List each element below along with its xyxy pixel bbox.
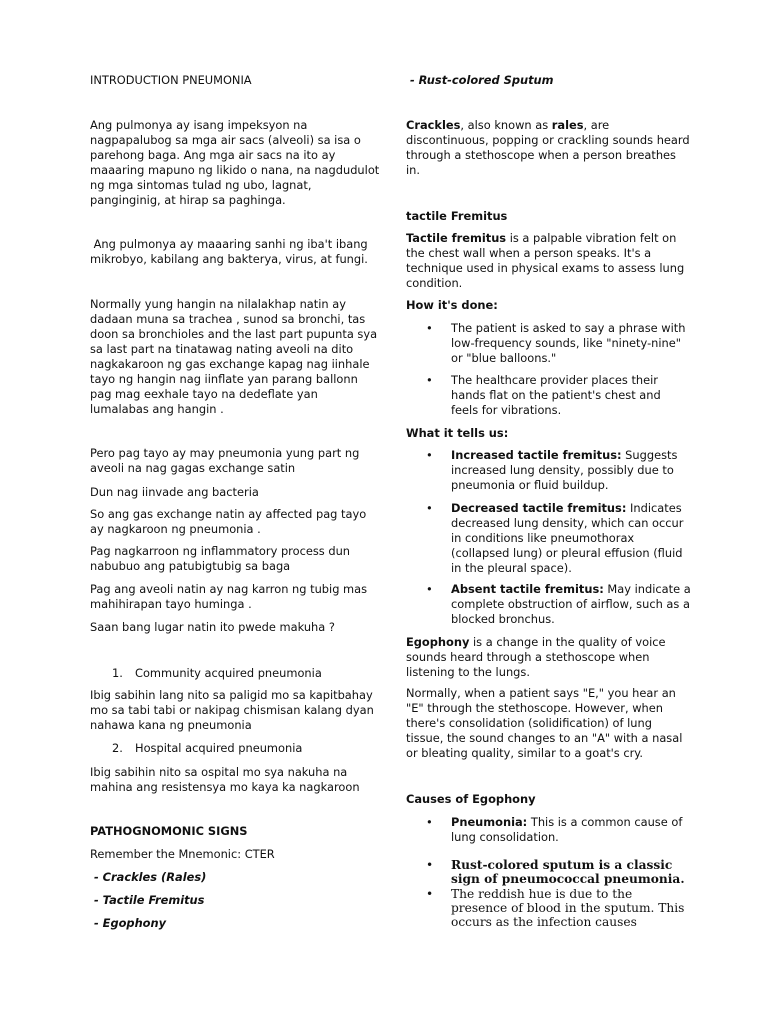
paragraph-gas-exchange: So ang gas exchange natin ay affected pag tayo ay nagkaroon ng pneumonia . — [90, 507, 367, 536]
paragraph-pneumonia-aveoli: Pero pag tayo ay may pneumonia yung part ng aveoli na nag gagas exchange satin — [90, 446, 360, 475]
mnemonic-line: Remember the Mnemonic: CTER — [90, 847, 275, 861]
list-item-head: Increased tactile fremitus: — [451, 448, 622, 462]
tactile-fremitus-title: tactile Fremitus — [406, 209, 508, 223]
list-item — [406, 321, 691, 366]
text-fragment: , also known as — [460, 118, 552, 132]
list-item-text: Rust-colored sputum is a classic sign of pneumococcal pneumonia. — [451, 858, 685, 886]
term-egophony: Egophony — [406, 635, 470, 649]
paragraph-airflow: Normally yung hangin na nilalakhap natin ay dadaan muna sa trachea , sunod sa bronchi, tas doon sa bronchioles and the last part pupunta sya sa last part na tinatawag nating aveoli na dito nagkakaroon ng gas exchange kapag nag iinhale tayo ng hangin nag iinflate yan parang ballonn pag mag eexhale tayo na dedeflate yan lumalabas ang hangin . — [90, 297, 378, 416]
list-item-text — [451, 501, 691, 576]
list-item-head: Pneumonia: — [451, 815, 528, 829]
paragraph-definition: Ang pulmonya ay isang impeksyon na nagpapalubog sa mga air sacs (alveoli) sa isa o parehong baga. Ang mga air sacs na ito ay maaaring mapuno ng likido o nana, na nagdudulot ng mga sintomas tulad ng ubo, lagnat, panginginig, at hirap sa paghinga. — [90, 118, 380, 207]
how-title: How it's done: — [406, 298, 498, 312]
mnemonic-tactile: - Tactile Fremitus — [90, 893, 205, 907]
list-item-head: Decreased tactile fremitus: — [451, 501, 627, 515]
text-fragment: Suggests increased lung density, possibly due to pneumonia or fluid buildup. — [451, 448, 678, 492]
text-fragment: This is a common cause of lung consolidation. — [451, 815, 683, 844]
list-item-text — [451, 448, 691, 493]
what-title: What it tells us: — [406, 426, 509, 440]
paragraph-causes: Ang pulmonya ay maaaring sanhi ng iba't ibang mikrobyo, kabilang ang bakterya, virus, at fungi. — [90, 237, 372, 266]
paragraph-crackles — [406, 118, 691, 178]
paragraph-bacteria: Dun nag iinvade ang bacteria — [90, 485, 259, 499]
list-item — [406, 582, 691, 627]
list-item-text: The patient is asked to say a phrase with low-frequency sounds, like "ninety-nine" or "blue balloons." — [451, 321, 686, 365]
list-item-head: Absent tactile fremitus: — [451, 582, 604, 596]
paragraph-question: Saan bang lugar natin ito pwede makuha ? — [90, 620, 335, 634]
term-tactile-fremitus: Tactile fremitus — [406, 231, 507, 245]
paragraph-community: Ibig sabihin lang nito sa paligid mo sa kapitbahay mo sa tabi tabi or nakipag chismisan kalang dyan nahawa kana ng pneumonia — [90, 688, 374, 732]
term-rales: rales — [551, 118, 584, 132]
bullet-icon: • — [426, 373, 433, 387]
paragraph-hospital: Ibig sabihin nito sa ospital mo sya nakuha na mahina ang resistensya mo kaya ka nagkaroon — [90, 765, 360, 794]
bullet-icon: • — [426, 582, 433, 596]
list-item-text: The reddish hue is due to the presence of blood in the sputum. This occurs as the infection causes — [451, 887, 685, 929]
bullet-icon: • — [426, 501, 433, 515]
signs-title: PATHOGNOMONIC SIGNS — [90, 824, 248, 838]
intro-title: INTRODUCTION PNEUMONIA — [90, 73, 252, 87]
text-fragment: is a palpable vibration felt on the chest wall when a person speaks. It's a technique used in physical exams to assess lung condition. — [406, 231, 685, 290]
list-item — [406, 448, 691, 493]
list-item-text: The healthcare provider places their hands flat on the patient's chest and feels for vibrations. — [451, 373, 661, 417]
list-item — [406, 815, 691, 845]
list-number: 1. — [112, 666, 123, 680]
paragraph-egophony — [406, 635, 691, 680]
bullet-icon: • — [426, 887, 434, 901]
text-fragment: , are discontinuous, popping or crackling sounds heard through a stethoscope when a person breathes in. — [406, 118, 690, 177]
paragraph-egophony-detail: Normally, when a patient says "E," you hear an "E" through the stethoscope. However, when there's consolidation (solidification) of lung tissue, the sound changes to an "A" with a nasal or bleating quality, similar to a goat's cry. — [406, 686, 683, 760]
list-item — [406, 373, 691, 418]
paragraph-tactile-fremitus — [406, 231, 691, 291]
list-label: Community acquired pneumonia — [135, 666, 322, 680]
bullet-icon: • — [426, 448, 433, 462]
text-fragment: Indicates decreased lung density, which can occur in conditions like pneumothorax (collapsed lung) or pleural effusion (fluid in the pleural space). — [451, 501, 684, 575]
term-crackles: Crackles — [406, 118, 461, 132]
list-item — [406, 858, 691, 886]
text-fragment: is a change in the quality of voice sounds heard through a stethoscope when listening to the lungs. — [406, 635, 666, 679]
bullet-icon: • — [426, 321, 433, 335]
list-item — [90, 666, 380, 681]
list-item — [406, 887, 691, 929]
mnemonic-crackles: - Crackles (Rales) — [90, 870, 207, 884]
list-label: Hospital acquired pneumonia — [135, 741, 303, 755]
list-item — [406, 501, 691, 576]
bullet-icon: • — [426, 858, 434, 872]
causes-title: Causes of Egophony — [406, 792, 536, 806]
paragraph-inflammatory: Pag nagkarroon ng inflammatory process dun nabubuo ang patubigtubig sa baga — [90, 544, 351, 573]
list-item — [90, 741, 380, 756]
paragraph-breathing: Pag ang aveoli natin ay nag karron ng tubig mas mahihirapan tayo huminga . — [90, 582, 368, 611]
bullet-icon: • — [426, 815, 433, 829]
text-fragment: May indicate a complete obstruction of airflow, such as a blocked bronchus. — [451, 582, 691, 626]
mnemonic-egophony: - Egophony — [90, 916, 167, 930]
list-item-text — [451, 582, 691, 627]
list-item-text — [451, 815, 691, 845]
list-number: 2. — [112, 741, 123, 755]
mnemonic-rust-sputum: - Rust-colored Sputum — [406, 73, 554, 87]
